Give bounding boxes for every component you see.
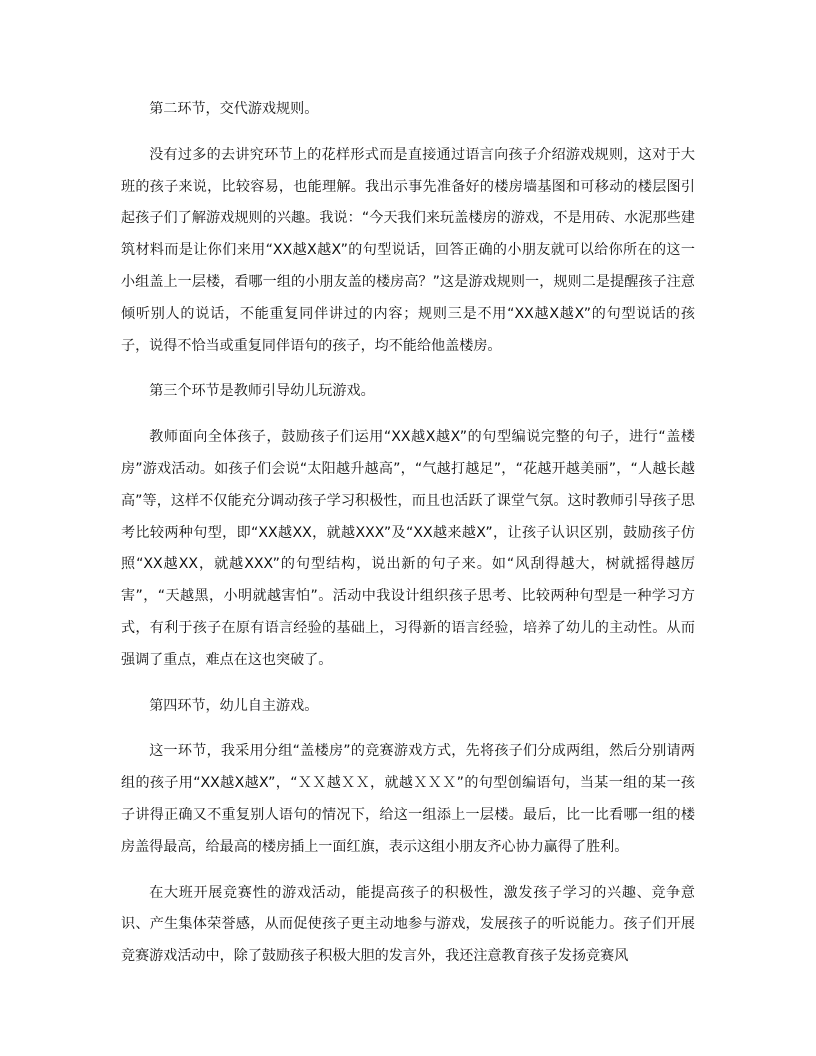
section-heading-3: 第三个环节是教师引导幼儿玩游戏。 xyxy=(149,383,375,400)
section-heading-4: 第四环节，幼儿自主游戏。 xyxy=(149,697,319,714)
paragraph-competition: 在大班开展竞赛性的游戏活动，能提高孩子的积极性，激发孩子学习的兴趣、竞争意识、产生集体荣誉感，从而促使孩子更主动地参与游戏，发展孩子的听说能力。孩子们开展竞赛游戏活动中，除了鼓励孩子积极大胆的发言外，我还注意教育孩子发扬竞赛风 xyxy=(121,884,695,965)
paragraph-game-rules: 没有过多的去讲究环节上的花样形式而是直接通过语言向孩子介绍游戏规则，这对于大班的孩子来说，比较容易，也能理解。我出示事先准备好的楼房墙基图和可移动的楼层图引起孩子们了解游戏规则的兴趣。我说：“今天我们来玩盖楼房的游戏，不是用砖、水泥那些建筑材料而是让你们来用“XX越X越X”的句型说话，回答正确的小朋友就可以给你所在的这一小组盖上一层楼，看哪一组的小朋友盖的楼房高？”这是游戏规则一，规则二是提醒孩子注意倾听别人的说话，不能重复同伴讲过的内容；规则三是不用“XX越X越X”的句型说话的孩子，说得不恰当或重复同伴语句的孩子，均不能给他盖楼房。 xyxy=(121,146,695,354)
section-heading-2: 第二环节，交代游戏规则。 xyxy=(149,101,319,117)
paragraph-group-game: 这一环节，我采用分组“盖楼房”的竞赛游戏方式，先将孩子们分成两组，然后分别请两组的孩子用“XX越X越X”，“ＸＸ越ＸＸ，就越ＸＸＸ”的句型创编语句，当某一组的某一孩子讲得正确又不重复别人语句的情况下，给这一组添上一层楼。最后，比一比看哪一组的楼房盖得最高，给最高的楼房插上一面红旗，表示这组小朋友齐心协力赢得了胜利。 xyxy=(121,743,695,855)
paragraph-teacher-guides: 教师面向全体孩子，鼓励孩子们运用“XX越X越X”的句型编说完整的句子，进行“盖楼房”游戏活动。如孩子们会说“太阳越升越高”，“气越打越足”，“花越开越美丽”，“人越长越高”等，这样不仅能充分调动孩子学习积极性，而且也活跃了课堂气氛。这时教师引导孩子思考比较两种句型，即“XX越XX，就越XXX”及“XX越来越X”，让孩子认识区别，鼓励孩子仿照“XX越XX，就越XXX”的句型结构，说出新的句子来。如“风刮得越大，树就摇得越厉害”，“天越黑，小明就越害怕”。活动中我设计组织孩子思考、比较两种句型是一种学习方式，有利于孩子在原有语言经验的基础上，习得新的语言经验，培养了幼儿的主动性。从而强调了重点，难点在这也突破了。 xyxy=(121,429,695,668)
